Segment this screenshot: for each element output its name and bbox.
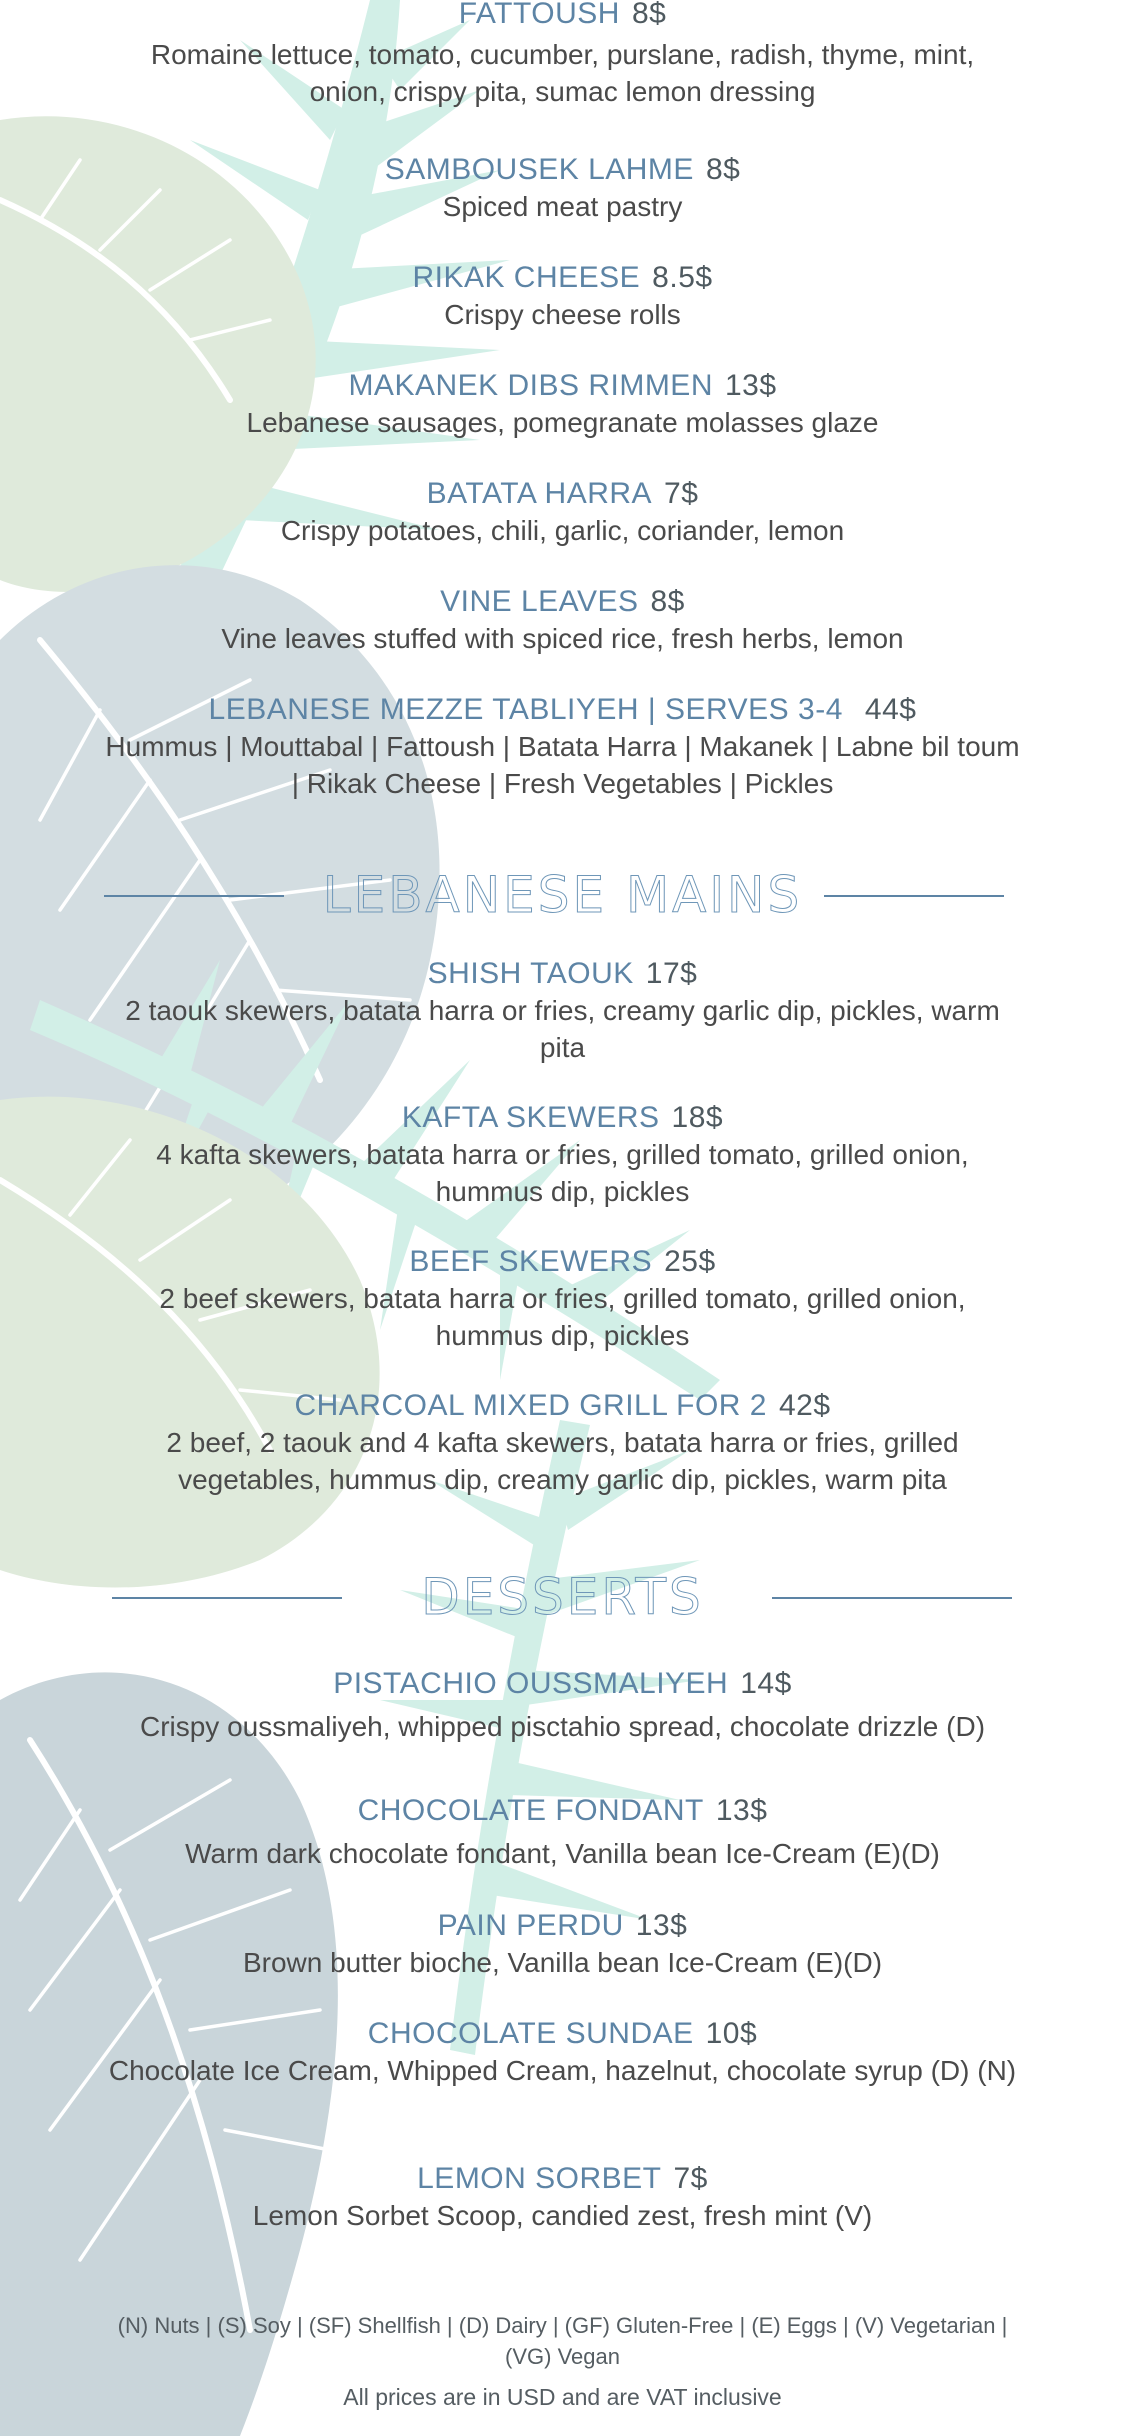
menu-item-sambousek-lahme <box>80 152 1045 225</box>
item-description: 2 beef skewers, batata harra or fries, grilled tomato, grilled onion, hummus dip, pickles <box>159 1283 966 1351</box>
menu-item-header <box>80 1388 1045 1424</box>
menu-item-header <box>80 692 1045 728</box>
menu-item-vine-leaves <box>80 584 1045 657</box>
menu-item-header <box>80 476 1045 512</box>
item-name: BEEF SKEWERS <box>409 1245 653 1278</box>
section-header-lebanese-mains <box>0 860 1125 930</box>
menu-item-header <box>80 368 1045 404</box>
menu-item-batata-harra <box>80 476 1045 549</box>
item-name: KAFTA SKEWERS <box>401 1101 660 1134</box>
divider-rule-right <box>824 895 1004 897</box>
item-price: 14$ <box>740 1667 792 1700</box>
item-description: Crispy oussmaliyeh, whipped pisctahio spread, chocolate drizzle (D) <box>139 1711 986 1742</box>
menu-item-header <box>80 956 1045 992</box>
item-price: 10$ <box>705 2017 758 2050</box>
item-description: Romaine lettuce, tomato, cucumber, purslane, radish, thyme, mint, onion, crispy pita, sumac lemon dressing <box>150 39 975 107</box>
item-description: Brown butter bioche, Vanilla bean Ice-Cream (E)(D) <box>242 1947 883 1978</box>
section-title: LEBANESE MAINS <box>322 866 803 924</box>
item-price: 8$ <box>705 153 741 186</box>
section-title: DESSERTS <box>421 1568 704 1626</box>
menu-item-header <box>80 2161 1045 2197</box>
item-name: CHOCOLATE SUNDAE <box>367 2017 694 2050</box>
menu-item-pistachio-oussmaliyeh <box>80 1666 1045 1745</box>
item-description: Hummus | Mouttabal | Fattoush | Batata Harra | Makanek | Labne bil toum | Rikak Cheese | Fresh Vegetables | Pickles <box>105 731 1020 799</box>
dietary-legend: (N) Nuts | (S) Soy | (SF) Shellfish | (D) Dairy | (GF) Gluten-Free | (E) Eggs | (V) Vegetarian | (VG) Vegan <box>117 2313 1008 2369</box>
item-description: Crispy cheese rolls <box>444 299 681 330</box>
menu-item-header <box>80 1244 1045 1280</box>
item-description: Lebanese sausages, pomegranate molasses glaze <box>246 407 879 438</box>
item-price: 8.5$ <box>652 261 713 294</box>
item-price: 8$ <box>631 0 667 30</box>
menu-item-header <box>80 2016 1045 2052</box>
item-name: SHISH TAOUK <box>427 957 634 990</box>
divider-rule-right <box>772 1597 1012 1599</box>
item-name: CHOCOLATE FONDANT <box>357 1794 704 1827</box>
menu-item-header <box>80 0 1045 32</box>
item-price: 18$ <box>671 1101 724 1134</box>
menu-item-chocolate-fondant <box>80 1793 1045 1872</box>
item-name: VINE LEAVES <box>440 585 639 618</box>
menu-item-chocolate-sundae <box>80 2016 1045 2089</box>
menu-item-header <box>80 584 1045 620</box>
menu-item-charcoal-mixed-grill <box>80 1388 1045 1498</box>
item-name: LEMON SORBET <box>417 2162 662 2195</box>
vat-note: All prices are in USD and are VAT inclusive <box>343 2384 782 2410</box>
menu-item-lebanese-mezze-tabliyeh <box>80 692 1045 802</box>
menu-item-header <box>80 1100 1045 1136</box>
item-price: 7$ <box>673 2162 708 2195</box>
item-price: 25$ <box>664 1245 716 1278</box>
item-name: MAKANEK DIBS RIMMEN <box>348 369 713 402</box>
item-price: 13$ <box>725 369 777 402</box>
item-price: 13$ <box>715 1794 768 1827</box>
item-name: RIKAK CHEESE <box>412 261 641 294</box>
menu-item-header <box>80 1908 1045 1944</box>
item-price: 42$ <box>778 1389 831 1422</box>
item-description: Lemon Sorbet Scoop, candied zest, fresh mint (V) <box>252 2200 873 2231</box>
item-description: Chocolate Ice Cream, Whipped Cream, hazelnut, chocolate syrup (D) (N) <box>108 2055 1017 2086</box>
menu-item-pain-perdu <box>80 1908 1045 1981</box>
menu-item-shish-taouk <box>80 956 1045 1066</box>
menu-item-makanek-dibs-rimmen <box>80 368 1045 441</box>
menu-item-header <box>80 152 1045 188</box>
item-price: 7$ <box>664 477 699 510</box>
item-price: 17$ <box>645 957 698 990</box>
item-name: CHARCOAL MIXED GRILL FOR 2 <box>294 1389 767 1422</box>
section-header-desserts <box>0 1562 1125 1632</box>
item-description: 2 beef, 2 taouk and 4 kafta skewers, batata harra or fries, grilled vegetables, hummus dip, creamy garlic dip, pickles, warm pita <box>166 1427 959 1495</box>
item-price: 44$ <box>864 693 917 726</box>
menu-item-fattoush <box>80 0 1045 110</box>
item-description: Vine leaves stuffed with spiced rice, fresh herbs, lemon <box>221 623 904 654</box>
item-name: PAIN PERDU <box>437 1909 624 1942</box>
item-description: Spiced meat pastry <box>442 191 683 222</box>
item-name: BATATA HARRA <box>426 477 653 510</box>
menu-item-lemon-sorbet <box>80 2161 1045 2234</box>
menu-item-beef-skewers <box>80 1244 1045 1354</box>
item-description: 4 kafta skewers, batata harra or fries, grilled tomato, grilled onion, hummus dip, pickles <box>156 1139 969 1207</box>
item-name: SAMBOUSEK LAHME <box>384 153 694 186</box>
menu-item-header <box>80 1666 1045 1702</box>
item-name: FATTOUSH <box>458 0 620 30</box>
menu-item-kafta-skewers <box>80 1100 1045 1210</box>
menu-item-header <box>80 260 1045 296</box>
item-description: Crispy potatoes, chili, garlic, coriander, lemon <box>280 515 845 546</box>
menu-item-rikak-cheese <box>80 260 1045 333</box>
item-description: Warm dark chocolate fondant, Vanilla bean Ice-Cream (E)(D) <box>185 1838 940 1869</box>
menu-item-header <box>80 1793 1045 1829</box>
item-price: 8$ <box>650 585 685 618</box>
item-price: 13$ <box>635 1909 688 1942</box>
item-description: 2 taouk skewers, batata harra or fries, creamy garlic dip, pickles, warm pita <box>125 995 1000 1063</box>
item-name: PISTACHIO OUSSMALIYEH <box>333 1667 729 1700</box>
item-name: LEBANESE MEZZE TABLIYEH | SERVES 3-4 <box>208 693 843 726</box>
